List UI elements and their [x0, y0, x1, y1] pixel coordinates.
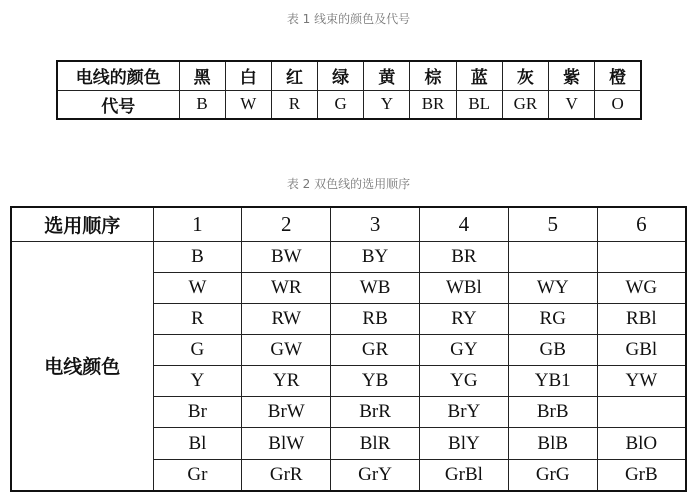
table-cell: GrB	[597, 459, 686, 491]
table-cell: YB	[331, 366, 420, 397]
table-cell: GrR	[242, 459, 331, 491]
table-cell: RW	[242, 303, 331, 334]
order-number: 4	[419, 207, 508, 241]
table-cell: BY	[331, 241, 420, 272]
code-row-label: 代号	[57, 90, 179, 119]
table-cell: GR	[331, 334, 420, 365]
table-cell: BlY	[419, 428, 508, 459]
table-cell: B	[153, 241, 242, 272]
table-cell: WG	[597, 272, 686, 303]
table-cell: GrG	[508, 459, 597, 491]
table-cell: R	[153, 303, 242, 334]
table-cell: Bl	[153, 428, 242, 459]
table-cell: WB	[331, 272, 420, 303]
code-cell: O	[595, 90, 641, 119]
table2-caption: 表 2 双色线的选用顺序	[286, 177, 411, 191]
wire-color-code-table	[56, 60, 642, 120]
color-cell: 绿	[318, 61, 364, 90]
table-cell: BlO	[597, 428, 686, 459]
code-row	[57, 90, 641, 119]
header-row	[11, 207, 686, 241]
table-cell: RBl	[597, 303, 686, 334]
table-cell: BrR	[331, 397, 420, 428]
table-cell: GW	[242, 334, 331, 365]
color-cell: 紫	[549, 61, 595, 90]
order-number: 6	[597, 207, 686, 241]
color-cell: 蓝	[456, 61, 502, 90]
table-cell: YG	[419, 366, 508, 397]
table-cell: GY	[419, 334, 508, 365]
table-cell: BlW	[242, 428, 331, 459]
code-cell: R	[271, 90, 317, 119]
table-cell: YW	[597, 366, 686, 397]
table-cell: GrY	[331, 459, 420, 491]
table-cell: BrB	[508, 397, 597, 428]
color-cell: 棕	[410, 61, 456, 90]
table-cell: WR	[242, 272, 331, 303]
color-cell: 橙	[595, 61, 641, 90]
table-cell: WBl	[419, 272, 508, 303]
table-cell: Gr	[153, 459, 242, 491]
order-number: 2	[242, 207, 331, 241]
color-cell: 白	[225, 61, 271, 90]
color-row	[57, 61, 641, 90]
wire-color-row-label: 电线颜色	[11, 241, 153, 491]
table-cell: GrBl	[419, 459, 508, 491]
table-row	[11, 241, 686, 272]
two-color-wire-selection-table	[10, 206, 687, 492]
table-cell: BR	[419, 241, 508, 272]
table-cell: Y	[153, 366, 242, 397]
table-cell: WY	[508, 272, 597, 303]
code-cell: W	[225, 90, 271, 119]
table-cell: RY	[419, 303, 508, 334]
code-cell: B	[179, 90, 225, 119]
color-cell: 黑	[179, 61, 225, 90]
color-cell: 黄	[364, 61, 410, 90]
order-header-label: 选用顺序	[11, 207, 153, 241]
table-cell: BrW	[242, 397, 331, 428]
table-cell: BW	[242, 241, 331, 272]
code-cell: BR	[410, 90, 456, 119]
table-cell: YR	[242, 366, 331, 397]
table-cell: RB	[331, 303, 420, 334]
code-cell: G	[318, 90, 364, 119]
table-cell: W	[153, 272, 242, 303]
code-cell: V	[549, 90, 595, 119]
code-cell: Y	[364, 90, 410, 119]
code-cell: BL	[456, 90, 502, 119]
color-row-label: 电线的颜色	[57, 61, 179, 90]
table-cell: RG	[508, 303, 597, 334]
table-cell: BlB	[508, 428, 597, 459]
table1-caption: 表 1 线束的颜色及代号	[286, 12, 411, 26]
order-number: 5	[508, 207, 597, 241]
table-cell	[508, 241, 597, 272]
order-number: 3	[331, 207, 420, 241]
table-cell: Br	[153, 397, 242, 428]
table-cell: YB1	[508, 366, 597, 397]
table-cell	[597, 241, 686, 272]
order-number: 1	[153, 207, 242, 241]
table-cell: BrY	[419, 397, 508, 428]
code-cell: GR	[502, 90, 548, 119]
table-cell: G	[153, 334, 242, 365]
table-cell	[597, 397, 686, 428]
color-cell: 红	[271, 61, 317, 90]
table-cell: BlR	[331, 428, 420, 459]
table-cell: GBl	[597, 334, 686, 365]
color-cell: 灰	[502, 61, 548, 90]
table-cell: GB	[508, 334, 597, 365]
